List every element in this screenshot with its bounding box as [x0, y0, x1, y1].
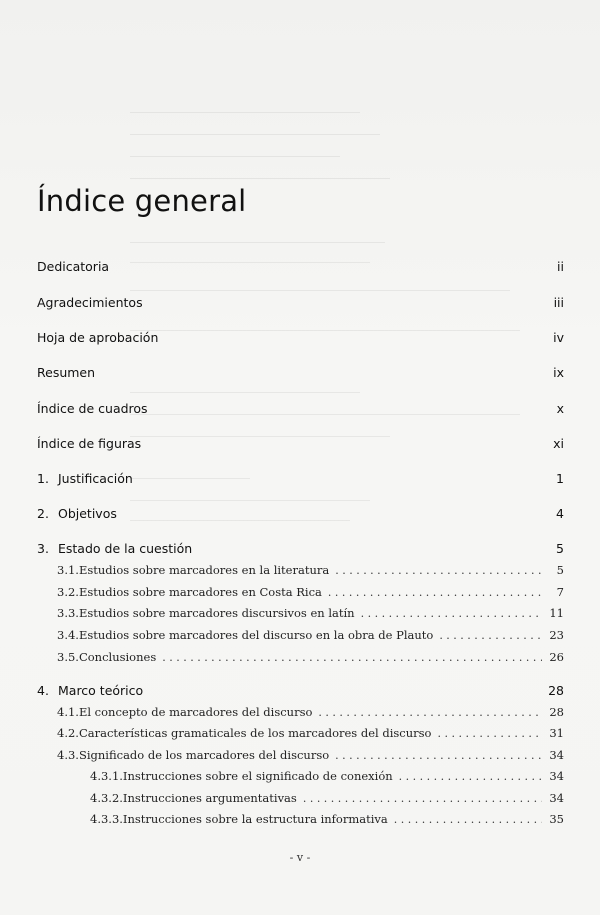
toc-page-number: 35 — [549, 812, 564, 826]
toc-dot-leader — [318, 706, 542, 719]
toc-dot-leader — [439, 629, 542, 642]
toc-entry-number: 4. — [37, 683, 49, 698]
toc-dot-leader — [162, 651, 542, 664]
toc-entry[interactable] — [37, 259, 564, 274]
toc-entry[interactable] — [37, 295, 564, 310]
toc-page-number: x — [556, 401, 564, 416]
toc-subentry[interactable] — [57, 563, 564, 577]
toc-entry-label: Estudios sobre marcadores en Costa Rica — [78, 585, 322, 599]
toc-subsubentry[interactable] — [90, 769, 564, 783]
toc-entry-number: 4.3.3. — [90, 812, 123, 826]
toc-subentry[interactable] — [57, 585, 564, 599]
toc-entry[interactable] — [37, 436, 564, 451]
toc-entry-number: 3. — [37, 541, 49, 556]
toc-dot-leader — [328, 586, 542, 599]
toc-entry-number: 1. — [37, 471, 49, 486]
toc-subentry[interactable] — [57, 705, 564, 719]
toc-subsubentry[interactable] — [90, 812, 564, 826]
toc-entry-label: Índice de cuadros — [37, 401, 148, 416]
toc-entry-label: Conclusiones — [78, 650, 157, 664]
toc-entry-number: 4.3. — [57, 748, 79, 762]
toc-dot-leader — [361, 607, 542, 620]
toc-page-number: 28 — [549, 705, 564, 719]
toc-page-number: iii — [553, 295, 564, 310]
toc-page-number: 26 — [549, 650, 564, 664]
toc-entry-number: 4.1. — [57, 705, 79, 719]
toc-page-number: 23 — [549, 628, 564, 642]
toc-entry-number: 3.1. — [57, 563, 79, 577]
toc-page-number: 11 — [549, 606, 564, 620]
toc-page-number: 28 — [548, 683, 564, 698]
toc-entry-label: Estudios sobre marcadores del discurso en la obra de Plauto — [78, 628, 434, 642]
toc-page-number: 34 — [549, 791, 564, 805]
toc-entry[interactable] — [37, 506, 564, 521]
toc-page-number: 31 — [549, 726, 564, 740]
toc-entry-label: El concepto de marcadores del discurso — [78, 705, 313, 719]
toc-entry-number: 3.5. — [57, 650, 79, 664]
toc-subentry[interactable] — [57, 628, 564, 642]
toc-entry-label: Justificación — [58, 471, 133, 486]
toc-entry-number: 3.2. — [57, 585, 79, 599]
toc-entry-label: Instrucciones argumentativas — [122, 791, 297, 805]
toc-entry-number: 3.4. — [57, 628, 79, 642]
toc-entry-label: Marco teórico — [58, 683, 144, 698]
toc-page-number: iv — [553, 330, 564, 345]
toc-entry[interactable] — [37, 683, 564, 698]
toc-entry-label: Objetivos — [58, 506, 117, 521]
toc-entry-label: Hoja de aprobación — [37, 330, 159, 345]
toc-dot-leader — [335, 749, 542, 762]
toc-entry-label: Agradecimientos — [37, 295, 143, 310]
page-folio: - v - — [289, 851, 311, 864]
toc-entry-label: Instrucciones sobre la estructura informativa — [122, 812, 388, 826]
toc-dot-leader — [399, 770, 542, 783]
toc-page-number: 5 — [556, 563, 564, 577]
toc-entry-label: Dedicatoria — [37, 259, 110, 274]
toc-entry-label: Resumen — [37, 365, 96, 380]
toc-subsubentry[interactable] — [90, 791, 564, 805]
toc-dot-leader — [394, 813, 542, 826]
toc-entry-number: 3.3. — [57, 606, 79, 620]
toc-entry-number: 4.2. — [57, 726, 79, 740]
toc-page-number: ii — [557, 259, 564, 274]
toc-subentry[interactable] — [57, 650, 564, 664]
toc-entry[interactable] — [37, 471, 564, 486]
toc-page-number: 7 — [556, 585, 564, 599]
toc-page-number: 5 — [556, 541, 564, 556]
toc-entry-number: 4.3.1. — [90, 769, 123, 783]
toc-dot-leader — [303, 792, 542, 805]
toc-entry-label: Significado de los marcadores del discurso — [78, 748, 330, 762]
toc-entry[interactable] — [37, 401, 564, 416]
toc-page-number: xi — [553, 436, 564, 451]
toc-page-number: 34 — [549, 748, 564, 762]
toc-page-number: ix — [553, 365, 564, 380]
toc-dot-leader — [437, 727, 542, 740]
toc-entry-label: Características gramaticales de los marcadores del discurso — [78, 726, 432, 740]
toc-entry-number: 4.3.2. — [90, 791, 123, 805]
toc-entry[interactable] — [37, 365, 564, 380]
toc-subentry[interactable] — [57, 748, 564, 762]
toc-dot-leader — [335, 564, 542, 577]
toc-entry[interactable] — [37, 541, 564, 556]
toc-entry-label: Índice de figuras — [37, 436, 142, 451]
toc-page-number: 1 — [556, 471, 564, 486]
toc-entry-label: Estudios sobre marcadores discursivos en latín — [78, 606, 355, 620]
toc-entry-label: Estudios sobre marcadores en la literatura — [78, 563, 330, 577]
toc-entry-label: Estado de la cuestión — [58, 541, 193, 556]
toc-subentry[interactable] — [57, 726, 564, 740]
toc-entry-number: 2. — [37, 506, 49, 521]
toc-page-number: 34 — [549, 769, 564, 783]
page-title: Índice general — [37, 184, 247, 218]
toc-page-number: 4 — [556, 506, 564, 521]
toc-entry[interactable] — [37, 330, 564, 345]
toc-entry-label: Instrucciones sobre el significado de conexión — [122, 769, 393, 783]
toc-subentry[interactable] — [57, 606, 564, 620]
